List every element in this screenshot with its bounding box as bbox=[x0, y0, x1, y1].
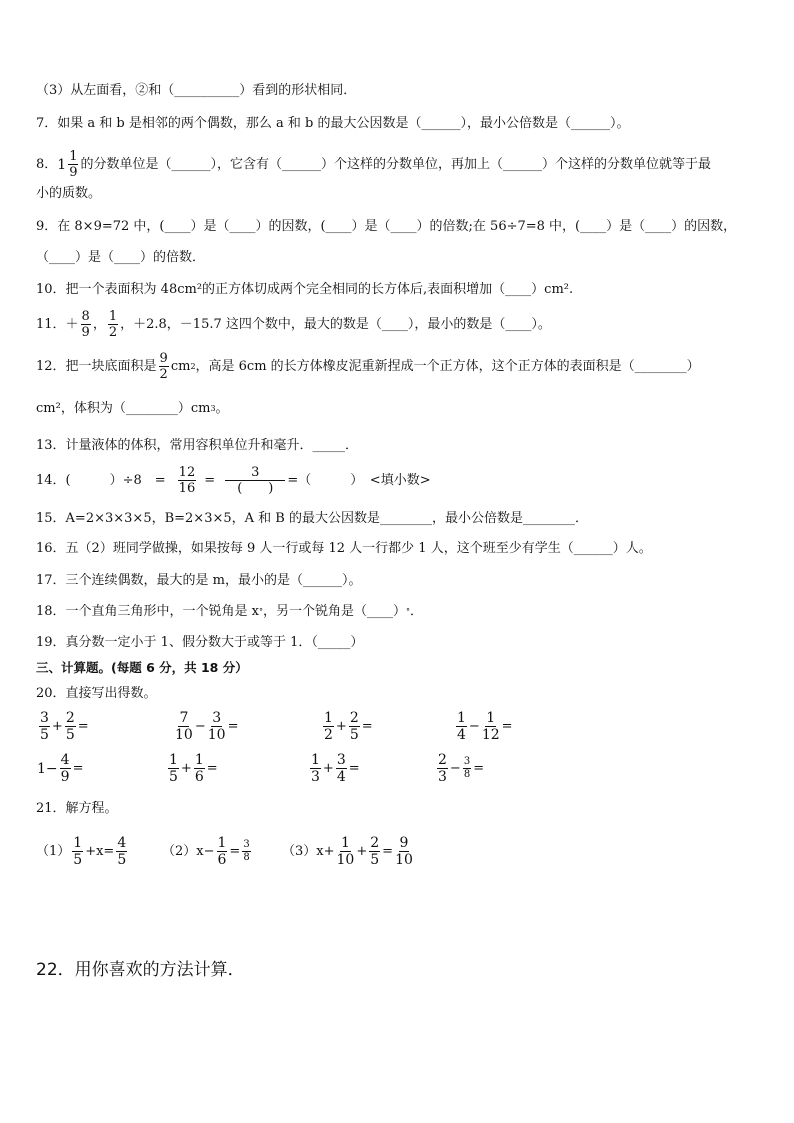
question-number: 11．＋ bbox=[36, 316, 79, 332]
equals-sign: = bbox=[361, 718, 373, 734]
fraction: $\frac{1}{2}$ bbox=[324, 710, 333, 743]
question-20 bbox=[36, 686, 157, 702]
operator: + bbox=[335, 718, 347, 734]
operator: + bbox=[356, 843, 368, 859]
question-text: 21．解方程。 bbox=[36, 801, 118, 816]
question-12-continued: cm²，体积为（________）cm 3 。 bbox=[36, 401, 229, 416]
fraction: $\frac{2}{5}$ bbox=[349, 710, 359, 743]
whole-part: 1− bbox=[37, 760, 58, 777]
equals-sign: = bbox=[72, 760, 84, 776]
fraction bbox=[159, 352, 169, 381]
question-19 bbox=[36, 635, 363, 651]
calc-item-h bbox=[435, 753, 484, 784]
fraction: $\frac{3}{5}$ bbox=[40, 710, 49, 743]
question-text: 10．把一个表面积为 48cm²的正方体切成两个完全相同的长方体后,表面积增加（____）cm². bbox=[36, 282, 574, 297]
question-text: 19．真分数一定小于 1、假分数大于或等于 1．（_____） bbox=[36, 635, 364, 650]
operator: + bbox=[180, 760, 192, 776]
fraction: $\frac{4}{9}$ bbox=[60, 752, 70, 785]
denominator: 16 bbox=[178, 481, 196, 496]
equation-label: （2）x− bbox=[162, 843, 215, 859]
calc-item-c bbox=[321, 711, 373, 742]
fraction bbox=[225, 466, 285, 495]
question-17 bbox=[36, 573, 362, 589]
equation-1 bbox=[36, 836, 129, 867]
question-16 bbox=[36, 541, 652, 557]
fraction bbox=[178, 466, 197, 495]
question-text: 小的质数。 bbox=[36, 186, 102, 201]
punctuation: 。 bbox=[215, 401, 229, 416]
separator: ， bbox=[92, 316, 106, 332]
question-text: 15．A=2×3×3×5，B=2×3×5，A 和 B 的最大公因数是________，最小公倍数是________． bbox=[36, 511, 588, 526]
question-13 bbox=[36, 438, 358, 454]
equation-3 bbox=[282, 836, 415, 867]
equals-sign: = bbox=[473, 760, 485, 776]
question-text: ，高是 6cm 的长方体橡皮泥重新捏成一个正方体，这个正方体的表面积是（________） bbox=[195, 358, 700, 374]
question-text: 7．如果 a 和 b 是相邻的两个偶数，那么 a 和 b 的最大公因数是（______），最小公倍数是（______）。 bbox=[36, 116, 630, 131]
operator: + bbox=[51, 718, 63, 734]
section-title: 三、计算题。(每题 6 分，共 18 分） bbox=[36, 660, 248, 675]
mixed-number bbox=[57, 150, 80, 179]
question-12: 12．把一块底面积是 $\frac{9}{2}$ cm 2 ，高是 6cm 的长方体橡皮泥重新捏成一个正方体，这个正方体的表面积是（________） bbox=[36, 351, 700, 382]
section-heading bbox=[36, 660, 248, 676]
question-text: 16．五（2）班同学做操，如果按每 9 人一行或每 12 人一行都少 1 人，这个班至少有学生（______）人。 bbox=[36, 541, 652, 556]
fraction bbox=[108, 310, 118, 339]
question-14 bbox=[36, 466, 431, 495]
equation-label: （1） bbox=[36, 843, 71, 859]
fraction: $\frac{1}{3}$ bbox=[311, 752, 320, 785]
equals-sign: = bbox=[348, 760, 360, 776]
question-22 bbox=[36, 962, 245, 978]
whole-part: 1 bbox=[57, 156, 67, 173]
question-text: 20．直接写出得数。 bbox=[36, 686, 157, 701]
question-text: ，＋2.8，－15.7 这四个数中，最大的数是（____），最小的数是（____）。 bbox=[120, 316, 551, 332]
fraction: $\frac{2}{5}$ bbox=[65, 710, 75, 743]
equals-sign: = bbox=[501, 718, 513, 734]
question-text: =（ ） <填小数> bbox=[287, 472, 431, 488]
equals-sign: = bbox=[206, 760, 218, 776]
calc-item-a bbox=[37, 711, 89, 742]
equation-text: = bbox=[229, 843, 241, 859]
fraction bbox=[81, 310, 91, 339]
question-text: （____）是（____）的倍数． bbox=[36, 250, 206, 265]
fraction: $\frac{1}{6}$ bbox=[194, 752, 204, 785]
question-text: 13．计量液体的体积，常用容积单位升和毫升．_____． bbox=[36, 438, 359, 453]
fraction: $\frac{1}{10}$ bbox=[336, 835, 355, 868]
question-7 bbox=[36, 116, 629, 132]
fraction: $\frac{4}{5}$ bbox=[117, 835, 127, 868]
question-21 bbox=[36, 801, 118, 817]
question-11 bbox=[36, 310, 551, 339]
question-9-continued bbox=[36, 250, 205, 266]
equation-text: +x= bbox=[85, 843, 115, 859]
calc-item-e bbox=[37, 753, 83, 784]
fraction: $\frac{1}{6}$ bbox=[217, 835, 227, 868]
fraction: $\frac{3}{10}$ bbox=[207, 710, 226, 743]
calc-item-d bbox=[454, 711, 513, 742]
fraction: $\frac{9}{10}$ bbox=[395, 835, 413, 868]
fraction: $\frac{2}{5}$ bbox=[370, 835, 380, 868]
operator: − bbox=[468, 718, 480, 734]
punctuation: ． bbox=[410, 604, 424, 619]
fraction: $\frac{2}{3}$ bbox=[438, 752, 447, 785]
fraction: $\frac{3}{4}$ bbox=[336, 752, 346, 785]
fraction: $\frac{1}{4}$ bbox=[457, 710, 466, 743]
question-text: （3）从左面看，②和（__________）看到的形状相同． bbox=[36, 83, 357, 98]
calc-item-f bbox=[166, 753, 218, 784]
fraction: $\frac{3}{8}$ bbox=[243, 839, 250, 863]
numerator: 1 bbox=[69, 149, 78, 164]
question-text: cm²，体积为（________）cm bbox=[36, 401, 211, 416]
question-18: 18．一个直角三角形中，一个锐角是 x ° ，另一个锐角是（____） ° ． bbox=[36, 604, 424, 619]
unit: cm bbox=[170, 358, 191, 374]
denominator: 2 bbox=[159, 367, 168, 382]
question-number: 8． bbox=[36, 156, 58, 172]
fraction: $\frac{1}{5}$ bbox=[169, 752, 178, 785]
denominator: 2 bbox=[108, 325, 118, 340]
fraction bbox=[68, 150, 78, 179]
denominator: 9 bbox=[81, 325, 90, 340]
equals-sign: = bbox=[77, 718, 89, 734]
fraction: $\frac{3}{8}$ bbox=[463, 756, 471, 780]
operator: + bbox=[322, 760, 334, 776]
equals-sign: = bbox=[382, 843, 394, 859]
numerator: 9 bbox=[159, 351, 168, 366]
equation-label: （3）x+ bbox=[282, 843, 335, 859]
question-text: 18．一个直角三角形中，一个锐角是 x bbox=[36, 604, 260, 619]
question-text: 的分数单位是（______），它含有（______）个这样的分数单位，再加上（______）个这样的分数单位就等于最 bbox=[80, 156, 711, 172]
question-text: 17．三个连续偶数，最大的是 m，最小的是（______）。 bbox=[36, 573, 362, 588]
question-text: 9．在 8×9=72 中，(____）是（____）的因数，(____）是（____）的倍数;在 56÷7=8 中，(____）是（____）的因数， bbox=[36, 219, 737, 234]
numerator: 8 bbox=[81, 309, 90, 324]
fraction: $\frac{1}{5}$ bbox=[73, 835, 83, 868]
numerator: 3 bbox=[225, 466, 285, 481]
question-text: 14．( ）÷8 = bbox=[36, 472, 166, 488]
question-8 bbox=[36, 150, 711, 179]
fraction: $\frac{1}{12}$ bbox=[481, 710, 500, 743]
operator: − bbox=[194, 718, 206, 734]
denominator: 9 bbox=[69, 165, 78, 180]
question-9 bbox=[36, 219, 736, 235]
fraction: $\frac{7}{10}$ bbox=[175, 710, 193, 743]
equals-sign: = bbox=[204, 472, 216, 488]
numerator: 12 bbox=[178, 465, 196, 480]
question-15 bbox=[36, 511, 588, 527]
calc-item-b bbox=[173, 711, 238, 742]
equals-sign: = bbox=[227, 718, 239, 734]
question-text: 12．把一块底面积是 bbox=[36, 358, 157, 374]
question-text: 22．用你喜欢的方法计算． bbox=[36, 960, 245, 980]
question-text: ，另一个锐角是（____） bbox=[263, 604, 407, 619]
equation-2 bbox=[162, 836, 253, 867]
numerator: 1 bbox=[108, 309, 118, 324]
question-10 bbox=[36, 282, 573, 298]
denominator: ( ) bbox=[237, 481, 274, 496]
question-6-part-3 bbox=[36, 83, 356, 99]
operator: − bbox=[449, 760, 461, 776]
question-8-continued bbox=[36, 186, 101, 202]
calc-item-g bbox=[308, 753, 360, 784]
